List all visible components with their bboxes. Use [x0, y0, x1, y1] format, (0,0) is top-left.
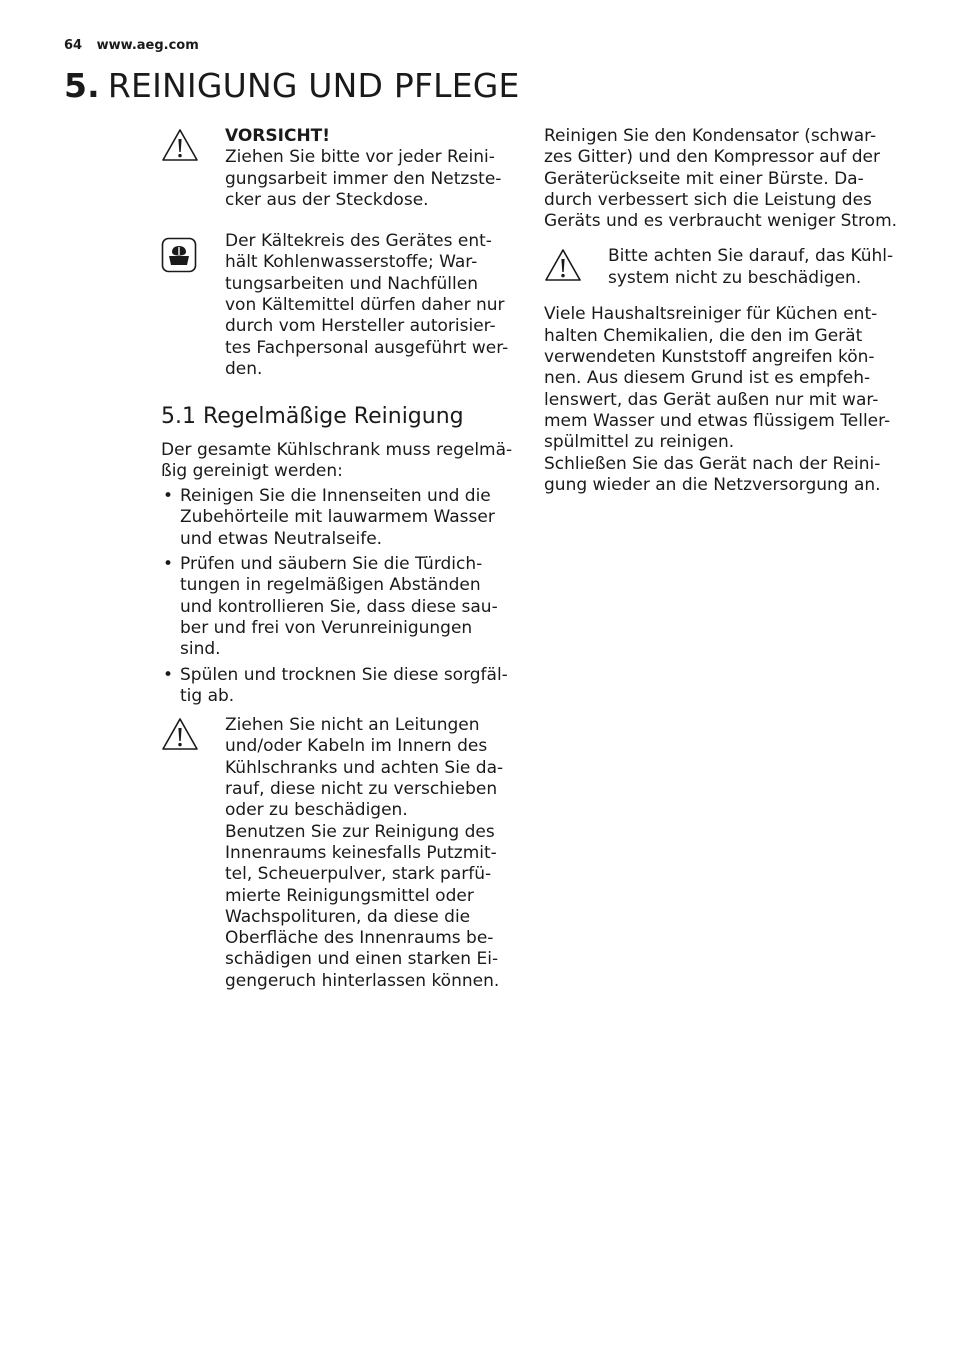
- cooling-system-warning-block: [544, 246, 900, 294]
- list-item: • Prüfen und säubern Sie die Türdich- tungen in regelmäßigen Abständen und kontrollieren Sie, dass diese sau- ber und frei von Verunreinigungen sind.: [161, 554, 517, 660]
- warning-triangle-icon: [161, 717, 199, 757]
- refrigerant-text: Der Kältekreis des Gerätes ent- hält Kohlenwasserstoffe; War- tungsarbeiten und Nachfüllen von Kältemittel dürfen daher nur durch vom Hersteller autorisier- tes Fachpersonal ausgeführt wer- den.: [225, 231, 509, 379]
- caution-block: [161, 126, 517, 211]
- chapter-title-text: REINIGUNG UND PFLEGE: [107, 66, 520, 105]
- right-column: [544, 126, 900, 496]
- warning-triangle-icon: [544, 248, 582, 288]
- cleaning-steps: [161, 486, 517, 707]
- site-url: www.aeg.com: [96, 38, 199, 53]
- chapter-number: 5.: [64, 66, 100, 105]
- left-column: [161, 126, 517, 992]
- page-number: 64: [64, 38, 83, 53]
- condenser-text: Reinigen Sie den Kondensator (schwar- zes Gitter) und den Kompressor auf der Geräterückseite mit einer Bürste. Da- durch verbessert sich die Leistung des Geräts und es verbraucht weniger Strom.: [544, 126, 898, 232]
- refrigerant-block: [161, 231, 517, 380]
- chapter-title: [64, 66, 520, 105]
- cable-warning-text: Ziehen Sie nicht an Leitungen und/oder Kabeln im Innern des Kühlschranks und achten Sie da- rauf, diese nicht zu verschieben oder zu beschädigen. Benutzen Sie zur Reinigung des Innenraums keinesfalls Putzmit- tel, Scheuerpulver, stark parfü- mierte Reinigungsmittel oder Wachspolituren, da diese die Oberfläche des Innenraums be- schädigen und einen starken Ei- gengeruch hinterlassen können.: [225, 715, 504, 991]
- environment-icon: [161, 237, 197, 279]
- household-cleaners-text: Viele Haushaltsreiniger für Küchen ent- halten Chemikalien, die den im Gerät verwendeten Kunststoff angreifen kön- nen. Aus diesem Grund ist es empfeh- lenswert, das Gerät außen nur mit war- mem Wasser und etwas flüssigem Teller- spülmittel zu reinigen. Schließen Sie das Gerät nach der Reini- gung wieder an die Netzversorgung an.: [544, 304, 891, 495]
- caution-text: Ziehen Sie bitte vor jeder Reini- gungsarbeit immer den Netzste- cker aus der Steckdose.: [225, 147, 502, 210]
- section-title: 5.1 Regelmäßige Reinigung: [161, 404, 464, 430]
- list-item: • Reinigen Sie die Innenseiten und die Zubehörteile mit lauwarmem Wasser und etwas Neutralseife.: [161, 486, 517, 550]
- page-header: [64, 38, 199, 53]
- cooling-system-warning-text: Bitte achten Sie darauf, das Kühl- system nicht zu beschädigen.: [608, 246, 894, 288]
- warning-triangle-icon: [161, 128, 199, 168]
- cleaning-intro: Der gesamte Kühlschrank muss regelmä- ßig gereinigt werden:: [161, 439, 513, 481]
- cable-warning-block: [161, 715, 517, 992]
- list-item: • Spülen und trocknen Sie diese sorgfäl- tig ab.: [161, 665, 517, 708]
- caution-title: VORSICHT!: [225, 126, 331, 146]
